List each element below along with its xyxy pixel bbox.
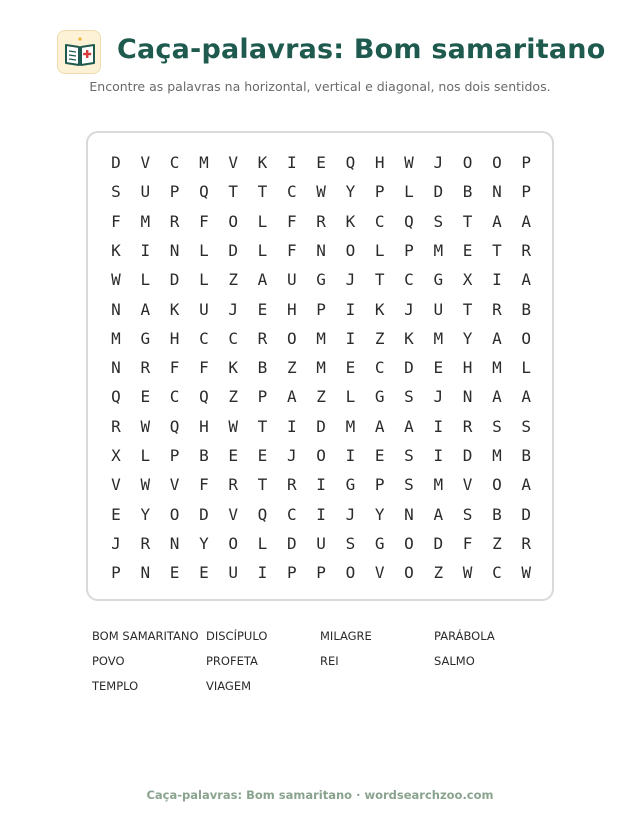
word-list-item: PARÁBOLA: [434, 629, 495, 643]
grid-letter[interactable]: E: [257, 299, 268, 319]
grid-letter[interactable]: P: [404, 240, 414, 260]
grid-letter[interactable]: B: [462, 182, 473, 202]
grid-letter[interactable]: S: [111, 182, 121, 202]
grid-letter[interactable]: A: [521, 387, 531, 407]
grid-letter[interactable]: T: [462, 211, 473, 231]
word-list-item: VIAGEM: [206, 679, 252, 693]
grid-row: [88, 470, 556, 499]
grid-letter[interactable]: D: [111, 153, 121, 172]
grid-letter[interactable]: O: [345, 563, 356, 583]
grid-letter[interactable]: J: [433, 387, 444, 407]
grid-letter[interactable]: L: [257, 211, 268, 231]
grid-letter[interactable]: D: [433, 182, 444, 202]
grid-letter[interactable]: C: [374, 358, 385, 378]
grid-letter[interactable]: S: [492, 416, 502, 436]
grid-letter[interactable]: O: [492, 153, 502, 172]
grid-letter[interactable]: F: [286, 211, 297, 231]
grid-letter[interactable]: E: [199, 563, 209, 583]
grid-row: [88, 324, 556, 353]
grid-letter[interactable]: F: [199, 358, 209, 378]
grid-letter[interactable]: M: [492, 446, 502, 465]
grid-row: [88, 529, 556, 558]
grid-letter[interactable]: V: [228, 153, 238, 172]
word-list-item: BOM SAMARITANO: [92, 629, 199, 643]
grid-letter[interactable]: R: [111, 416, 121, 436]
grid-letter[interactable]: J: [111, 533, 121, 553]
grid-letter[interactable]: U: [433, 299, 444, 319]
grid-letter[interactable]: L: [374, 240, 385, 260]
grid-letter[interactable]: V: [228, 504, 238, 524]
grid-letter[interactable]: I: [286, 153, 297, 172]
grid-letter[interactable]: I: [345, 299, 356, 319]
grid-letter[interactable]: M: [433, 475, 444, 495]
grid-letter[interactable]: I: [345, 328, 356, 348]
grid-letter[interactable]: Q: [345, 153, 356, 172]
grid-letter[interactable]: O: [316, 446, 326, 465]
grid-letter[interactable]: U: [316, 533, 326, 553]
grid-letter[interactable]: N: [169, 240, 180, 260]
grid-letter[interactable]: M: [433, 240, 444, 260]
grid-letter[interactable]: G: [345, 475, 356, 495]
grid-letter[interactable]: G: [374, 533, 385, 553]
grid-letter[interactable]: L: [257, 533, 268, 553]
grid-letter[interactable]: U: [199, 299, 209, 319]
grid-row: [88, 353, 556, 382]
grid-letter[interactable]: P: [521, 182, 531, 202]
grid-letter[interactable]: J: [286, 446, 297, 465]
grid-letter[interactable]: E: [316, 153, 326, 172]
grid-letter[interactable]: A: [433, 504, 444, 524]
grid-letter[interactable]: D: [433, 533, 444, 553]
grid-letter[interactable]: Z: [228, 270, 238, 290]
grid-letter[interactable]: P: [169, 182, 180, 202]
grid-letter[interactable]: O: [286, 328, 297, 348]
grid-letter[interactable]: T: [257, 182, 268, 202]
word-list-item: TEMPLO: [92, 679, 139, 693]
grid-letter[interactable]: N: [111, 358, 121, 378]
grid-letter[interactable]: I: [492, 270, 502, 290]
grid-letter[interactable]: N: [404, 504, 414, 524]
grid-letter[interactable]: Q: [111, 387, 121, 407]
grid-letter[interactable]: M: [345, 416, 356, 436]
grid-letter[interactable]: Q: [199, 387, 209, 407]
grid-letter[interactable]: W: [521, 563, 531, 583]
grid-row: [88, 558, 556, 587]
grid-letter[interactable]: P: [169, 446, 180, 465]
grid-letter[interactable]: A: [521, 475, 531, 495]
grid-letter[interactable]: A: [404, 416, 414, 436]
grid-row: [88, 207, 556, 236]
grid-letter[interactable]: F: [111, 211, 121, 231]
grid-letter[interactable]: C: [286, 182, 297, 202]
grid-letter[interactable]: V: [462, 475, 473, 495]
grid-letter[interactable]: E: [345, 358, 356, 378]
grid-letter[interactable]: Q: [404, 211, 414, 231]
grid-letter[interactable]: D: [228, 240, 238, 260]
grid-letter[interactable]: W: [111, 270, 121, 290]
grid-letter[interactable]: A: [492, 387, 502, 407]
grid-letter[interactable]: S: [521, 416, 531, 436]
grid-letter[interactable]: N: [140, 563, 151, 583]
grid-letter[interactable]: W: [228, 416, 238, 436]
grid-letter[interactable]: E: [140, 387, 151, 407]
grid-letter[interactable]: Y: [374, 504, 385, 524]
grid-letter[interactable]: T: [462, 299, 473, 319]
grid-letter[interactable]: X: [462, 270, 473, 290]
grid-letter[interactable]: J: [433, 153, 444, 172]
grid-letter[interactable]: S: [433, 211, 444, 231]
grid-letter[interactable]: H: [199, 416, 209, 436]
grid-letter[interactable]: Z: [492, 533, 502, 553]
grid-letter[interactable]: G: [374, 387, 385, 407]
grid-letter[interactable]: Z: [374, 328, 385, 348]
grid-letter[interactable]: J: [345, 504, 356, 524]
grid-letter[interactable]: D: [521, 504, 531, 524]
grid-letter[interactable]: K: [111, 240, 121, 260]
grid-letter[interactable]: B: [492, 504, 502, 524]
grid-letter[interactable]: M: [111, 328, 121, 348]
grid-letter[interactable]: M: [316, 358, 326, 378]
grid-letter[interactable]: A: [521, 211, 531, 231]
grid-letter[interactable]: R: [316, 211, 326, 231]
grid-letter[interactable]: A: [521, 270, 531, 290]
grid-letter[interactable]: F: [286, 240, 297, 260]
grid-letter[interactable]: L: [199, 270, 209, 290]
grid-letter[interactable]: I: [316, 475, 326, 495]
grid-letter[interactable]: X: [111, 446, 121, 465]
grid-letter[interactable]: E: [111, 504, 121, 524]
grid-row: [88, 441, 556, 470]
grid-letter[interactable]: I: [316, 504, 326, 524]
grid-letter[interactable]: A: [492, 328, 502, 348]
grid-letter[interactable]: D: [316, 416, 326, 436]
grid-letter[interactable]: W: [462, 563, 473, 583]
grid-letter[interactable]: C: [169, 387, 180, 407]
grid-letter[interactable]: Y: [199, 533, 209, 553]
grid-letter[interactable]: U: [286, 270, 297, 290]
grid-letter[interactable]: J: [228, 299, 238, 319]
grid-letter[interactable]: C: [228, 328, 238, 348]
grid-letter[interactable]: N: [462, 387, 473, 407]
grid-letter[interactable]: O: [404, 563, 414, 583]
grid-letter[interactable]: C: [169, 153, 180, 172]
grid-letter[interactable]: K: [345, 211, 356, 231]
grid-letter[interactable]: R: [286, 475, 297, 495]
grid-letter[interactable]: U: [140, 182, 151, 202]
grid-letter[interactable]: G: [433, 270, 444, 290]
grid-letter[interactable]: G: [140, 328, 151, 348]
grid-letter[interactable]: C: [286, 504, 297, 524]
grid-letter[interactable]: R: [257, 328, 268, 348]
grid-letter[interactable]: V: [111, 475, 121, 495]
grid-letter[interactable]: S: [404, 387, 414, 407]
grid-letter[interactable]: S: [404, 446, 414, 465]
grid-letter[interactable]: A: [257, 270, 268, 290]
grid-letter[interactable]: O: [462, 153, 473, 172]
grid-row: [88, 382, 556, 411]
grid-letter[interactable]: M: [199, 153, 209, 172]
grid-letter[interactable]: D: [404, 358, 414, 378]
grid-letter[interactable]: M: [316, 328, 326, 348]
grid-letter[interactable]: I: [286, 416, 297, 436]
grid-letter[interactable]: E: [374, 446, 385, 465]
grid-letter[interactable]: R: [462, 416, 473, 436]
grid-letter[interactable]: L: [257, 240, 268, 260]
grid-letter[interactable]: T: [257, 416, 268, 436]
grid-letter[interactable]: H: [286, 299, 297, 319]
grid-letter[interactable]: T: [228, 182, 238, 202]
grid-letter[interactable]: C: [199, 328, 209, 348]
footer-credit: Caça-palavras: Bom samaritano · wordsearchzoo.com: [146, 788, 494, 802]
grid-letter[interactable]: D: [462, 446, 473, 465]
grid-letter[interactable]: W: [140, 475, 151, 495]
grid-letter[interactable]: G: [316, 270, 326, 290]
grid-row: [88, 177, 556, 206]
grid-letter[interactable]: R: [140, 533, 151, 553]
grid-letter[interactable]: E: [462, 240, 473, 260]
grid-letter[interactable]: S: [462, 504, 473, 524]
grid-letter[interactable]: Y: [345, 182, 356, 202]
grid-letter[interactable]: H: [169, 328, 180, 348]
grid-letter[interactable]: Y: [140, 504, 151, 524]
grid-letter[interactable]: L: [345, 387, 356, 407]
grid-letter[interactable]: P: [374, 182, 385, 202]
grid-letter[interactable]: I: [433, 416, 444, 436]
grid-letter[interactable]: N: [492, 182, 502, 202]
word-list-item: POVO: [92, 654, 125, 668]
grid-letter[interactable]: R: [140, 358, 151, 378]
word-list-item: PROFETA: [206, 654, 258, 668]
grid-letter[interactable]: J: [404, 299, 414, 319]
grid-letter[interactable]: A: [492, 211, 502, 231]
grid-letter[interactable]: P: [111, 563, 121, 583]
grid-row: [88, 500, 556, 529]
grid-letter[interactable]: O: [345, 240, 356, 260]
grid-letter[interactable]: P: [521, 153, 531, 172]
grid-letter[interactable]: K: [228, 358, 238, 378]
grid-letter[interactable]: N: [111, 299, 121, 319]
grid-letter[interactable]: I: [433, 446, 444, 465]
grid-letter[interactable]: R: [169, 211, 180, 231]
grid-letter[interactable]: P: [316, 563, 326, 583]
grid-letter[interactable]: A: [140, 299, 151, 319]
page-header: [0, 28, 640, 76]
grid-letter[interactable]: V: [140, 153, 151, 172]
grid-row: [88, 295, 556, 324]
grid-letter[interactable]: J: [345, 270, 356, 290]
grid-letter[interactable]: Y: [462, 328, 473, 348]
grid-letter[interactable]: R: [228, 475, 238, 495]
grid-letter[interactable]: F: [169, 358, 180, 378]
grid-letter[interactable]: F: [199, 211, 209, 231]
grid-letter[interactable]: R: [492, 299, 502, 319]
grid-letter[interactable]: I: [345, 446, 356, 465]
grid-letter[interactable]: B: [521, 299, 531, 319]
grid-letter[interactable]: Z: [286, 358, 297, 378]
grid-letter[interactable]: P: [374, 475, 385, 495]
grid-letter[interactable]: M: [492, 358, 502, 378]
grid-letter[interactable]: E: [433, 358, 444, 378]
grid-letter[interactable]: P: [316, 299, 326, 319]
grid-letter[interactable]: F: [462, 533, 473, 553]
grid-letter[interactable]: O: [492, 475, 502, 495]
word-list-item: DISCÍPULO: [206, 629, 268, 643]
grid-letter[interactable]: L: [140, 270, 151, 290]
grid-row: [88, 236, 556, 265]
book-with-cross-icon: [57, 30, 101, 74]
page-title: Caça-palavras: Bom samaritano: [117, 34, 606, 65]
instructions-text: Encontre as palavras na horizontal, vertical e diagonal, nos dois sentidos.: [89, 79, 551, 94]
grid-letter[interactable]: Q: [169, 416, 180, 436]
grid-letter[interactable]: Q: [257, 504, 268, 524]
grid-letter[interactable]: I: [257, 563, 268, 583]
grid-row: [88, 265, 556, 294]
grid-letter[interactable]: S: [345, 533, 356, 553]
grid-letter[interactable]: U: [228, 563, 238, 583]
grid-letter[interactable]: E: [169, 563, 180, 583]
grid-letter[interactable]: R: [521, 533, 531, 553]
grid-letter[interactable]: D: [169, 270, 180, 290]
grid-letter[interactable]: T: [257, 475, 268, 495]
grid-letter[interactable]: Z: [228, 387, 238, 407]
grid-letter[interactable]: C: [492, 563, 502, 583]
grid-letter[interactable]: E: [228, 446, 238, 465]
grid-letter[interactable]: I: [140, 240, 151, 260]
grid-letter[interactable]: R: [521, 240, 531, 260]
grid-letter[interactable]: H: [462, 358, 473, 378]
grid-letter[interactable]: L: [199, 240, 209, 260]
grid-letter[interactable]: D: [199, 504, 209, 524]
grid-letter[interactable]: N: [316, 240, 326, 260]
grid-letter[interactable]: Q: [199, 182, 209, 202]
grid-letter[interactable]: L: [140, 446, 151, 465]
grid-letter[interactable]: P: [286, 563, 297, 583]
grid-letter[interactable]: T: [374, 270, 385, 290]
word-list-item: REI: [320, 654, 339, 668]
grid-letter[interactable]: T: [492, 240, 502, 260]
grid-letter[interactable]: K: [404, 328, 414, 348]
grid-letter[interactable]: H: [374, 153, 385, 172]
grid-letter[interactable]: N: [169, 533, 180, 553]
grid-letter[interactable]: B: [199, 446, 209, 465]
grid-letter[interactable]: O: [228, 533, 238, 553]
grid-letter[interactable]: V: [169, 475, 180, 495]
grid-letter[interactable]: M: [140, 211, 151, 231]
grid-letter[interactable]: L: [521, 358, 531, 378]
word-list-item: MILAGRE: [320, 629, 372, 643]
grid-letter[interactable]: B: [521, 446, 531, 465]
grid-letter[interactable]: O: [521, 328, 531, 348]
grid-letter[interactable]: C: [404, 270, 414, 290]
grid-letter[interactable]: K: [257, 153, 268, 172]
grid-letter[interactable]: K: [169, 299, 180, 319]
grid-letter[interactable]: L: [404, 182, 414, 202]
grid-letter[interactable]: O: [404, 533, 414, 553]
grid-letter[interactable]: M: [433, 328, 444, 348]
grid-letter[interactable]: W: [404, 153, 414, 172]
grid-letter[interactable]: W: [140, 416, 151, 436]
grid-letter[interactable]: E: [257, 446, 268, 465]
grid-letter[interactable]: P: [257, 387, 268, 407]
grid-letter[interactable]: Z: [433, 563, 444, 583]
grid-row: [88, 412, 556, 441]
grid-letter[interactable]: C: [374, 211, 385, 231]
word-search-grid: [86, 131, 554, 601]
grid-letter[interactable]: V: [374, 563, 385, 583]
grid-letter[interactable]: A: [374, 416, 385, 436]
grid-letter[interactable]: B: [257, 358, 268, 378]
grid-letter[interactable]: O: [228, 211, 238, 231]
grid-letter[interactable]: A: [286, 387, 297, 407]
grid-letter[interactable]: D: [286, 533, 297, 553]
grid-letter[interactable]: Z: [316, 387, 326, 407]
grid-row: [88, 148, 556, 177]
word-list-item: SALMO: [434, 654, 475, 668]
grid-letter[interactable]: F: [199, 475, 209, 495]
grid-letter[interactable]: W: [316, 182, 326, 202]
grid-letter[interactable]: O: [169, 504, 180, 524]
grid-letter[interactable]: S: [404, 475, 414, 495]
grid-letter[interactable]: K: [374, 299, 385, 319]
